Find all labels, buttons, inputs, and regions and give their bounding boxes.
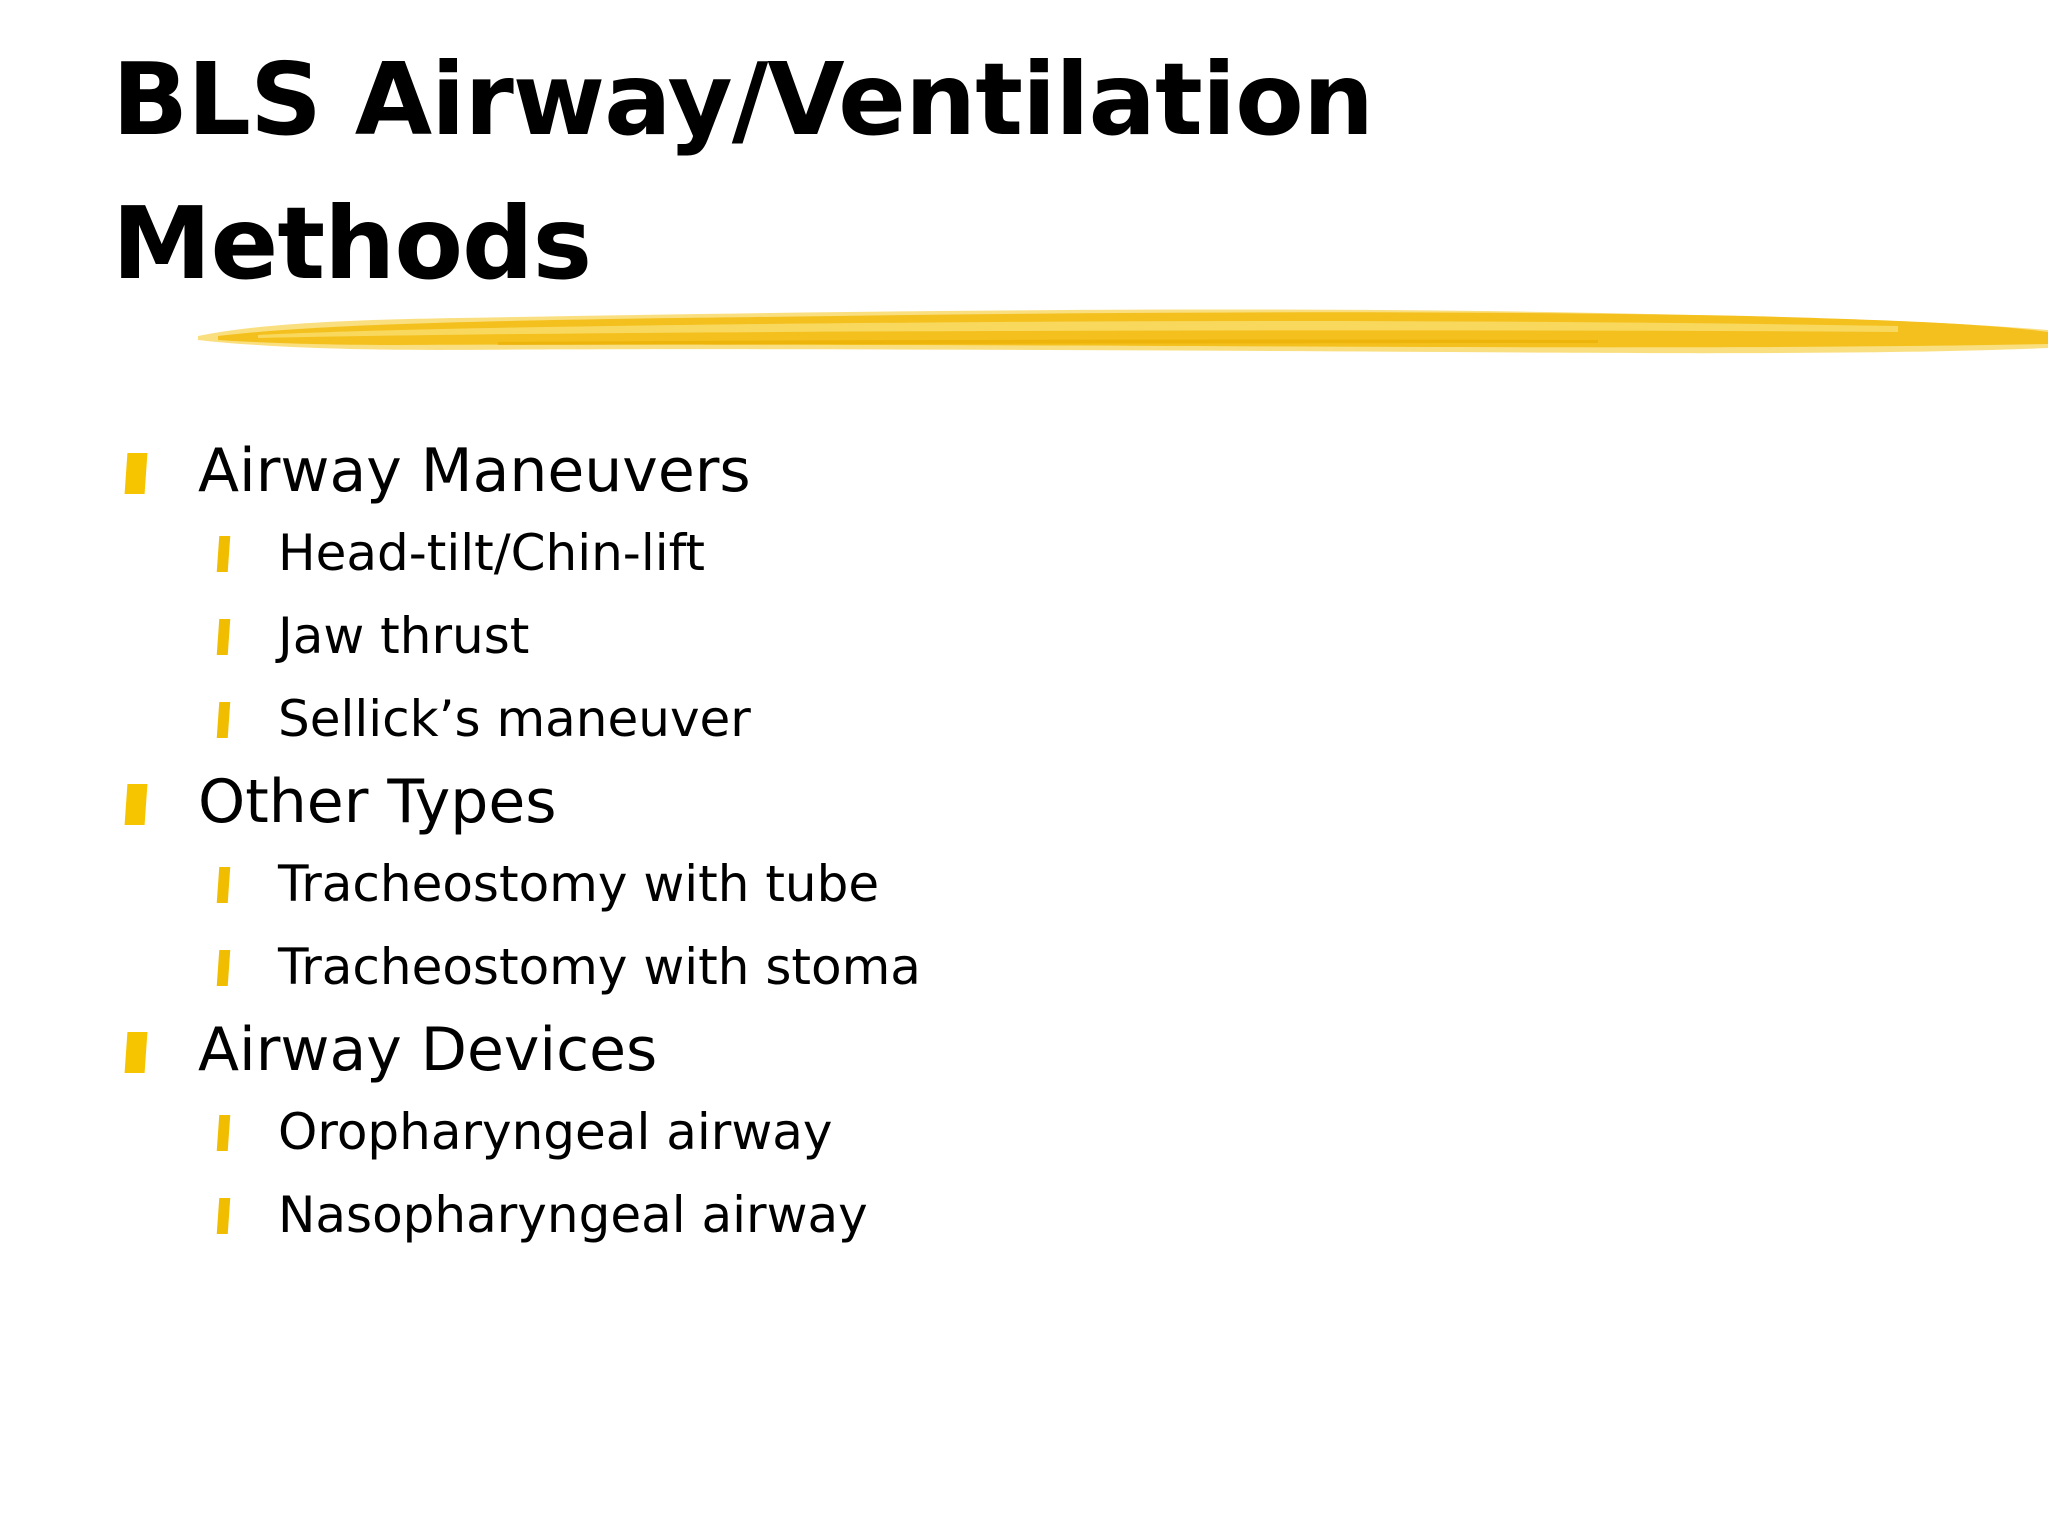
list-item [214, 1174, 1924, 1257]
bullet-icon [217, 1198, 231, 1234]
section-airway-devices [124, 1009, 1924, 1257]
bullet-icon [125, 784, 148, 825]
section-airway-maneuvers [124, 430, 1924, 761]
list-item [124, 1009, 1924, 1091]
list-item [214, 512, 1924, 595]
sub-item-label: Oropharyngeal airway [278, 1103, 833, 1161]
sub-item-label: Sellick’s maneuver [278, 690, 751, 748]
bullet-list [124, 430, 1924, 1257]
bullet-icon [217, 867, 231, 903]
bullet-icon [217, 1115, 231, 1151]
sub-item-label: Tracheostomy with stoma [278, 938, 921, 996]
bullet-icon [217, 619, 231, 655]
sub-item-label: Nasopharyngeal airway [278, 1186, 868, 1244]
section-label: Other Types [198, 767, 557, 837]
slide-title [112, 28, 1892, 316]
section-other-types [124, 761, 1924, 1009]
bullet-icon [217, 536, 231, 572]
sub-item-label: Head-tilt/Chin-lift [278, 524, 705, 582]
list-item [214, 1091, 1924, 1174]
section-label: Airway Maneuvers [198, 436, 751, 506]
list-item [124, 430, 1924, 512]
title-line-2: Methods [112, 185, 592, 302]
section-label: Airway Devices [198, 1015, 658, 1085]
list-item [214, 926, 1924, 1009]
list-item [214, 843, 1924, 926]
list-item [214, 595, 1924, 678]
sub-item-label: Tracheostomy with tube [278, 855, 880, 913]
title-line-1: BLS Airway/Ventilation [112, 41, 1374, 158]
sub-item-label: Jaw thrust [278, 607, 530, 665]
bullet-icon [125, 453, 148, 494]
bullet-icon [125, 1032, 148, 1073]
brush-stroke-divider [198, 290, 2048, 376]
list-item [214, 678, 1924, 761]
list-item [124, 761, 1924, 843]
bullet-icon [217, 950, 231, 986]
bullet-icon [217, 702, 231, 738]
